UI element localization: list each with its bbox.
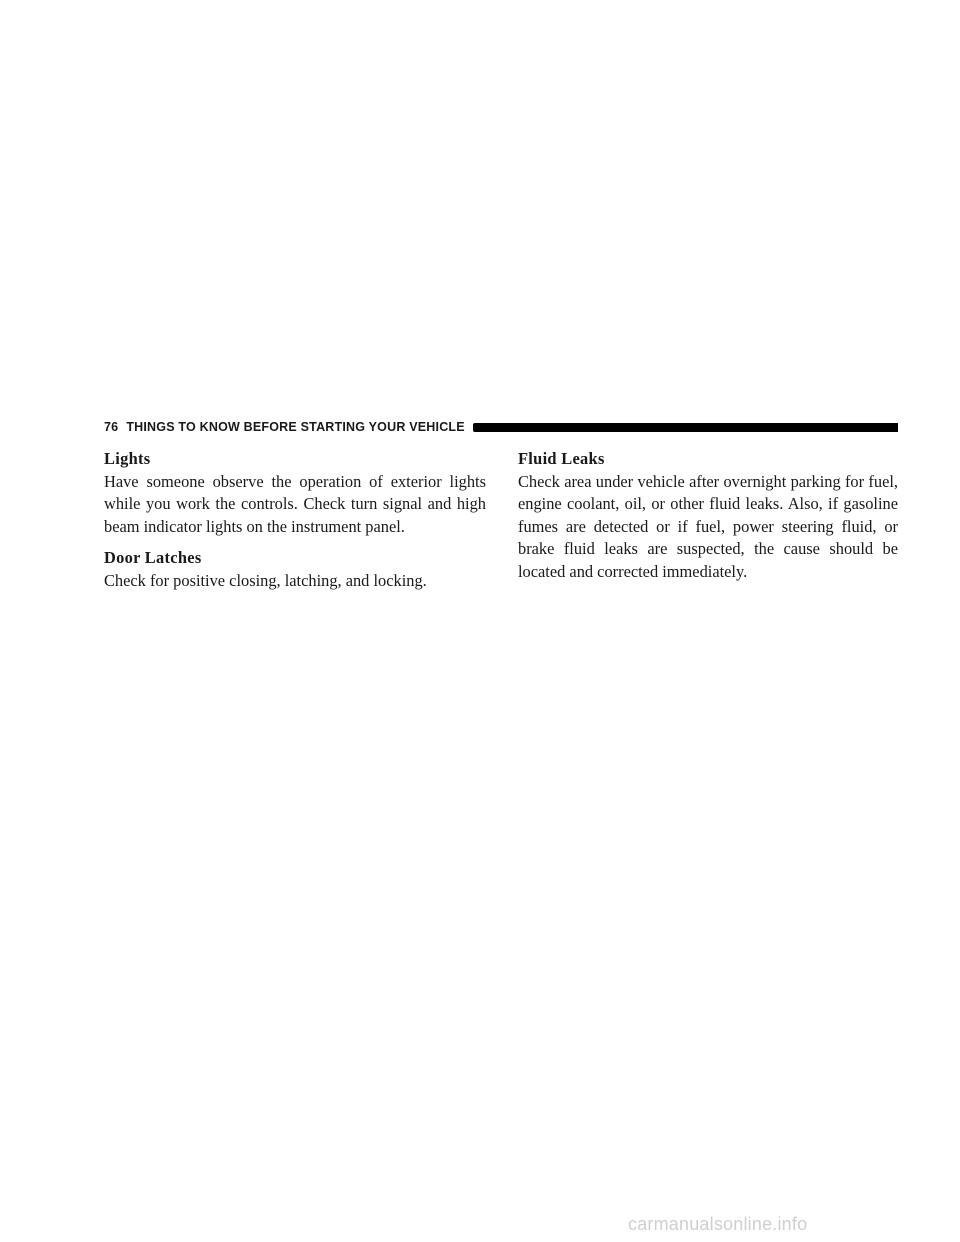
section-lights	[104, 448, 486, 538]
page-number: 76	[104, 420, 119, 434]
page-header	[104, 419, 898, 435]
section-heading: Lights	[104, 449, 151, 468]
section-door-latches	[104, 547, 486, 592]
section-body: Check for positive closing, latching, and locking.	[104, 570, 427, 590]
section-heading: Door Latches	[104, 548, 202, 567]
left-column	[104, 448, 486, 601]
section-fluid-leaks	[518, 448, 898, 583]
right-column	[518, 448, 898, 592]
watermark-text: carmanualsonline.info	[628, 1214, 808, 1234]
section-body: Have someone observe the operation of exterior lights while you work the controls. Check turn signal and high beam indicator lights on the instrument panel.	[104, 471, 486, 536]
section-body: Check area under vehicle after overnight parking for fuel, engine coolant, oil, or other fluid leaks. Also, if gasoline fumes are detected or if fuel, power steering fluid, or brake fluid leaks are suspected, the cause should be located and corrected immediately.	[518, 471, 898, 581]
section-heading: Fluid Leaks	[518, 449, 605, 468]
section-title: THINGS TO KNOW BEFORE STARTING YOUR VEHICLE	[126, 420, 465, 434]
header-rule-bar	[473, 423, 898, 432]
